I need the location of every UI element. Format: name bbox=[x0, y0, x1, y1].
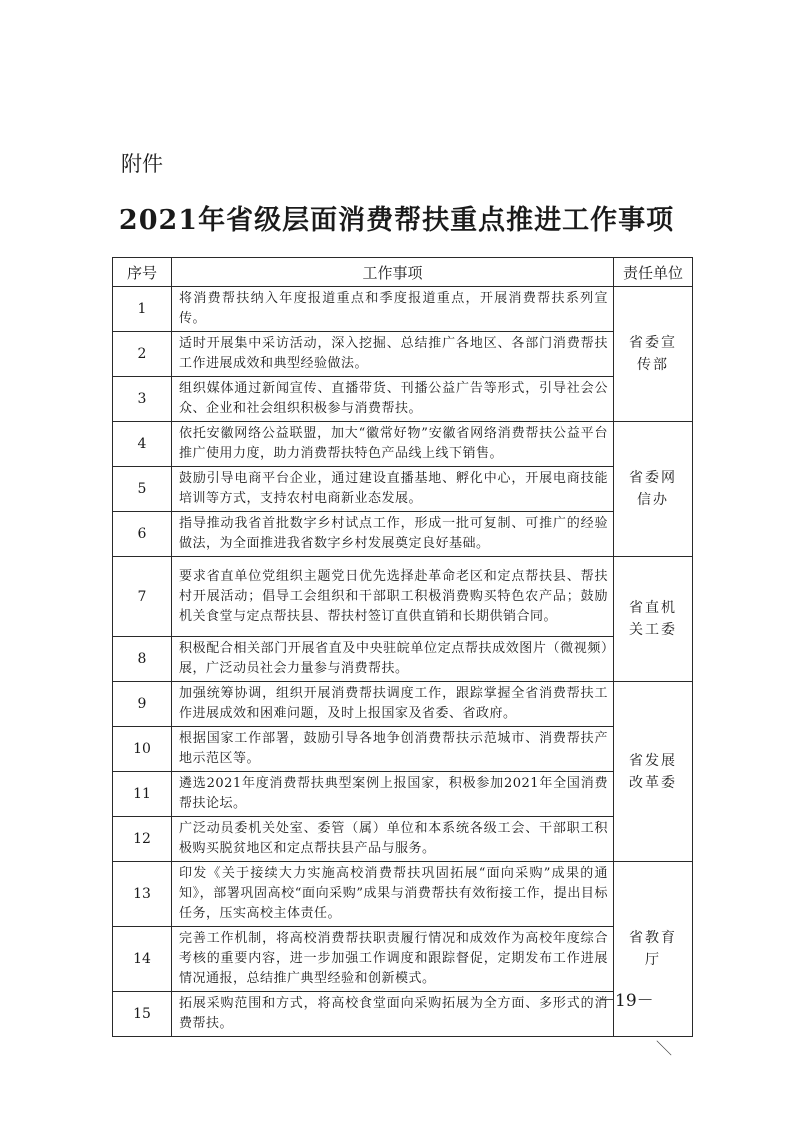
page-title: 2021年省级层面消费帮扶重点推进工作事项 bbox=[118, 205, 675, 236]
table-header-row bbox=[113, 258, 693, 287]
unit-cell: 省发展改革委 bbox=[614, 682, 693, 862]
table-row bbox=[113, 637, 693, 682]
row-text: 将消费帮扶纳入年度报道重点和季度报道重点，开展消费帮扶系列宣传。 bbox=[172, 287, 614, 332]
table-row bbox=[113, 422, 693, 467]
header-unit: 责任单位 bbox=[614, 258, 693, 287]
row-number: 8 bbox=[113, 637, 172, 682]
table-row bbox=[113, 927, 693, 992]
table-row bbox=[113, 727, 693, 772]
row-number: 5 bbox=[113, 467, 172, 512]
table-row bbox=[113, 817, 693, 862]
unit-cell: 省委网信办 bbox=[614, 422, 693, 557]
table-row bbox=[113, 377, 693, 422]
row-text: 根据国家工作部署，鼓励引导各地争创消费帮扶示范城市、消费帮扶产地示范区等。 bbox=[172, 727, 614, 772]
table-row bbox=[113, 512, 693, 557]
row-number: 11 bbox=[113, 772, 172, 817]
table-row bbox=[113, 862, 693, 927]
row-text: 要求省直单位党组织主题党日优先选择赴革命老区和定点帮扶县、帮扶村开展活动；倡导工会组织和干部职工积极消费购买特色农产品；鼓励机关食堂与定点帮扶县、帮扶村签订直供直销和长期供销合同。 bbox=[172, 557, 614, 637]
row-text: 拓展采购范围和方式，将高校食堂面向采购拓展为全方面、多形式的消费帮扶。 bbox=[172, 992, 614, 1037]
row-text: 加强统筹协调，组织开展消费帮扶调度工作，跟踪掌握全省消费帮扶工作进展成效和困难问题，及时上报国家及省委、省政府。 bbox=[172, 682, 614, 727]
row-number: 6 bbox=[113, 512, 172, 557]
row-number: 3 bbox=[113, 377, 172, 422]
row-number: 10 bbox=[113, 727, 172, 772]
row-text: 积极配合相关部门开展省直及中央驻皖单位定点帮扶成效图片（微视频）展，广泛动员社会力量参与消费帮扶。 bbox=[172, 637, 614, 682]
row-text: 指导推动我省首批数字乡村试点工作，形成一批可复制、可推广的经验做法，为全面推进我省数字乡村发展奠定良好基础。 bbox=[172, 512, 614, 557]
table-row bbox=[113, 682, 693, 727]
table-row bbox=[113, 772, 693, 817]
row-number: 4 bbox=[113, 422, 172, 467]
annex-label: 附件 bbox=[121, 152, 163, 176]
row-number: 1 bbox=[113, 287, 172, 332]
row-number: 13 bbox=[113, 862, 172, 927]
row-text: 适时开展集中采访活动，深入挖掘、总结推广各地区、各部门消费帮扶工作进展成效和典型经验做法。 bbox=[172, 332, 614, 377]
row-text: 遴选2021年度消费帮扶典型案例上报国家，积极参加2021年全国消费帮扶论坛。 bbox=[172, 772, 614, 817]
unit-cell: 省委宣传部 bbox=[614, 287, 693, 422]
margin-mark: ＼ bbox=[656, 1039, 673, 1058]
table-row bbox=[113, 332, 693, 377]
row-number: 12 bbox=[113, 817, 172, 862]
table-row bbox=[113, 467, 693, 512]
row-number: 15 bbox=[113, 992, 172, 1037]
work-items-table bbox=[112, 257, 693, 1037]
row-text: 印发《关于接续大力实施高校消费帮扶巩固拓展“面向采购”成果的通知》，部署巩固高校“面向采购”成果与消费帮扶有效衔接工作，提出目标任务，压实高校主体责任。 bbox=[172, 862, 614, 927]
header-item: 工作事项 bbox=[172, 258, 614, 287]
row-text: 广泛动员委机关处室、委管（属）单位和本系统各级工会、干部职工积极购买脱贫地区和定点帮扶县产品与服务。 bbox=[172, 817, 614, 862]
row-text: 依托安徽网络公益联盟，加大“徽常好物”安徽省网络消费帮扶公益平台推广使用力度，助力消费帮扶特色产品线上线下销售。 bbox=[172, 422, 614, 467]
page-number: －19－ bbox=[598, 991, 654, 1011]
row-number: 7 bbox=[113, 557, 172, 637]
table-row bbox=[113, 557, 693, 637]
row-number: 2 bbox=[113, 332, 172, 377]
row-text: 鼓励引导电商平台企业，通过建设直播基地、孵化中心，开展电商技能培训等方式，支持农村电商新业态发展。 bbox=[172, 467, 614, 512]
row-text: 完善工作机制，将高校消费帮扶职责履行情况和成效作为高校年度综合考核的重要内容，进一步加强工作调度和跟踪督促，定期发布工作进展情况通报，总结推广典型经验和创新模式。 bbox=[172, 927, 614, 992]
unit-cell: 省教育厅 bbox=[614, 862, 693, 1037]
header-num: 序号 bbox=[113, 258, 172, 287]
row-number: 14 bbox=[113, 927, 172, 992]
row-text: 组织媒体通过新闻宣传、直播带货、刊播公益广告等形式，引导社会公众、企业和社会组织积极参与消费帮扶。 bbox=[172, 377, 614, 422]
table-row bbox=[113, 287, 693, 332]
row-number: 9 bbox=[113, 682, 172, 727]
unit-cell: 省直机关工委 bbox=[614, 557, 693, 682]
